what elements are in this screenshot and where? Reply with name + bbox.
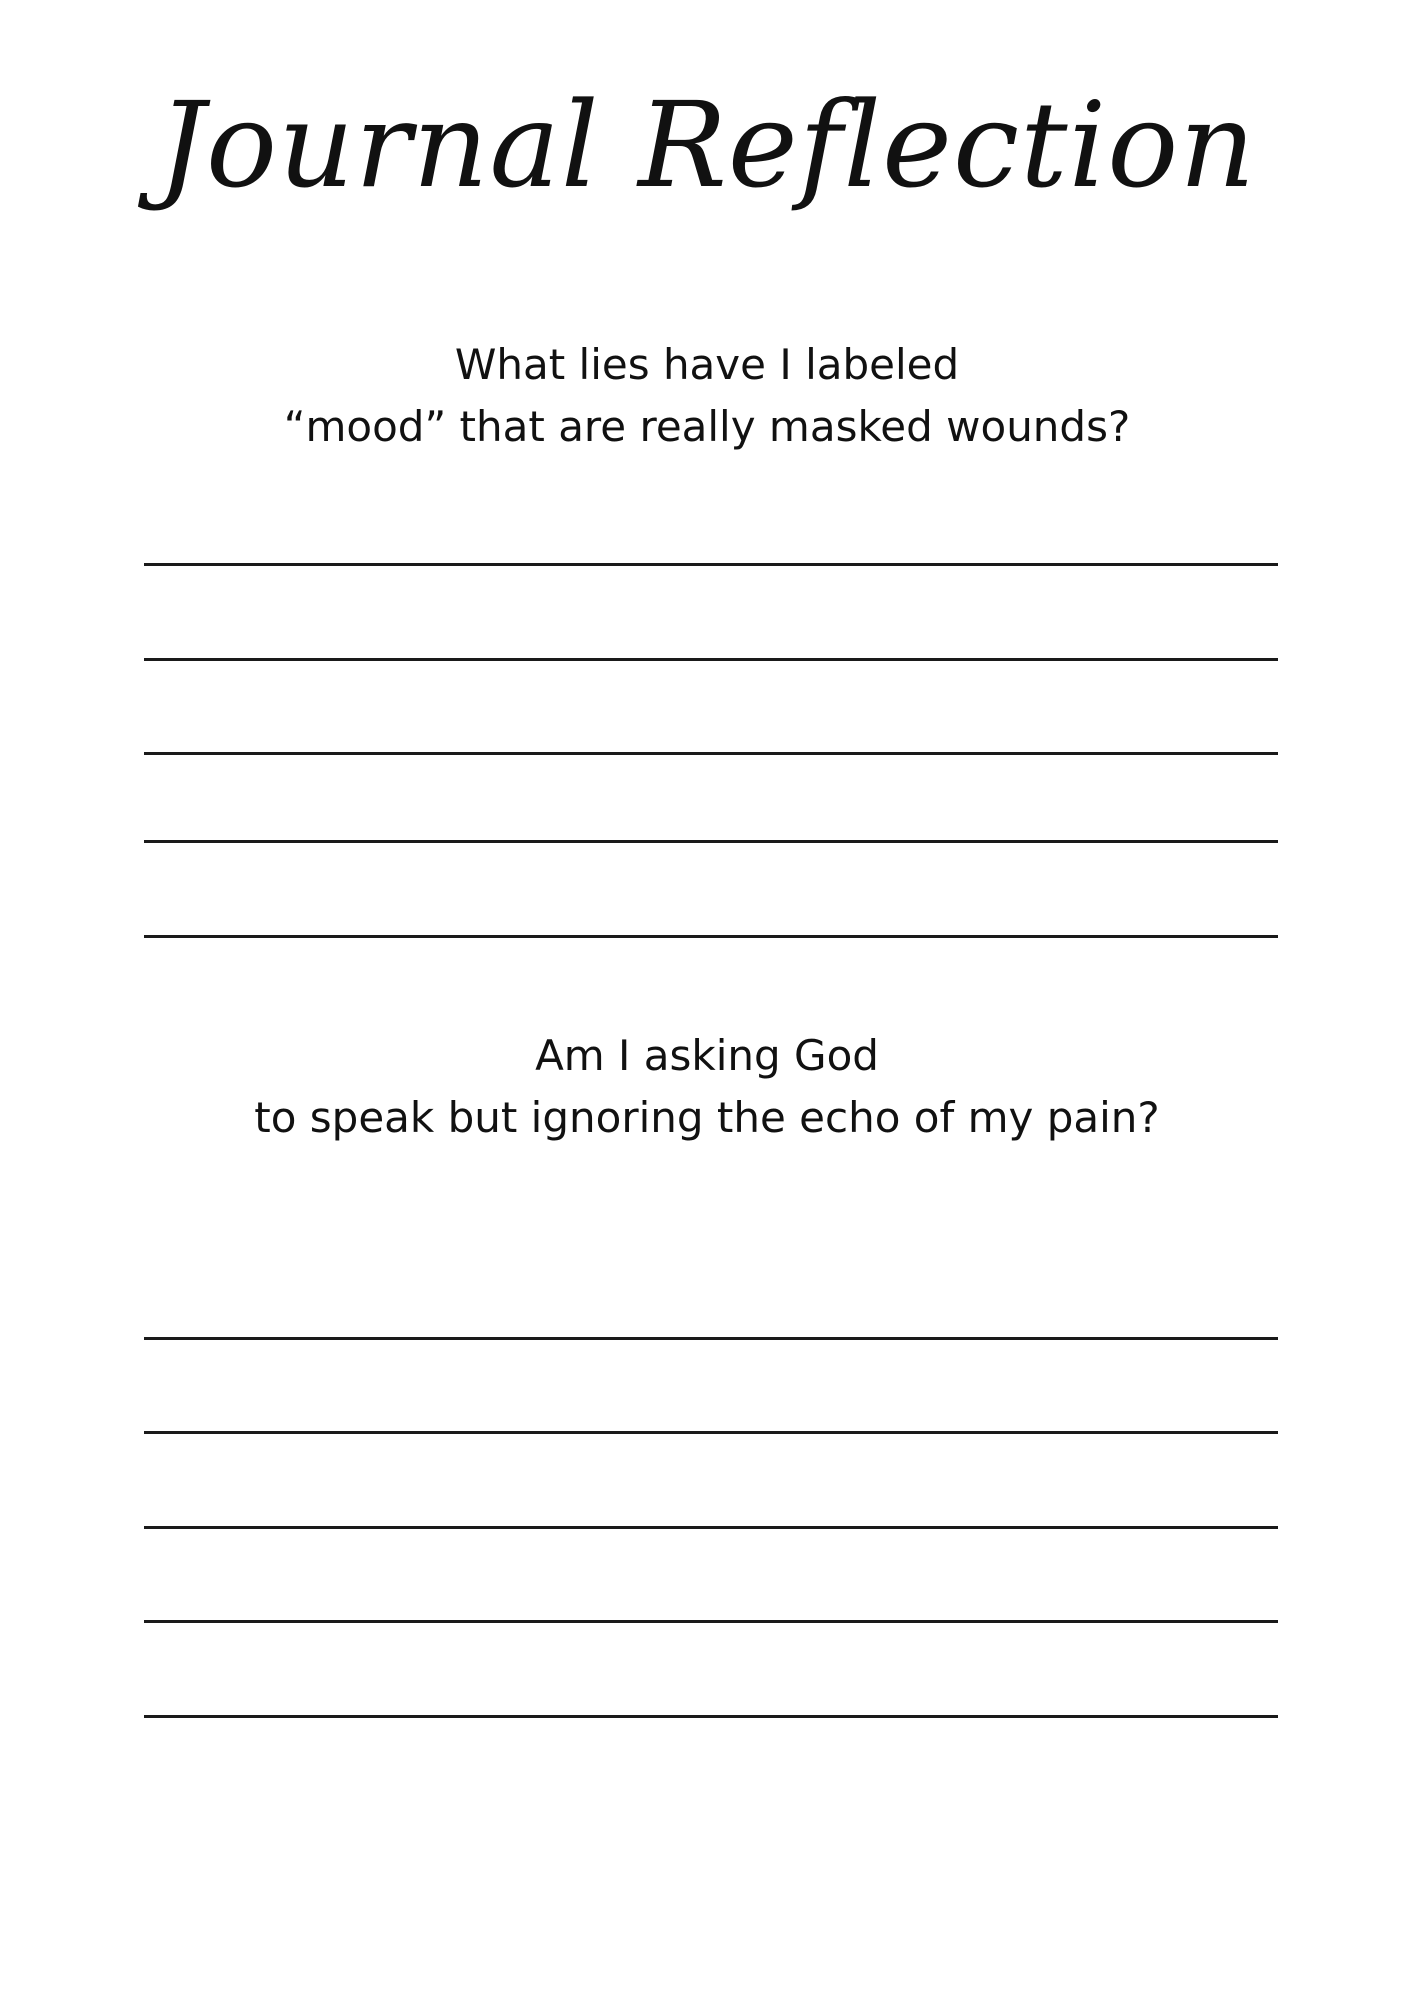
reflection-prompt-1 <box>0 334 1414 458</box>
writing-line[interactable] <box>144 1526 1278 1529</box>
writing-line[interactable] <box>144 840 1278 843</box>
writing-line[interactable] <box>144 1620 1278 1623</box>
prompt-2-line-1: Am I asking God <box>535 1031 879 1080</box>
reflection-prompt-2 <box>0 1025 1414 1149</box>
prompt-2-line-2: to speak but ignoring the echo of my pain? <box>254 1093 1160 1142</box>
writing-line[interactable] <box>144 1715 1278 1718</box>
writing-line[interactable] <box>144 752 1278 755</box>
writing-line[interactable] <box>144 1337 1278 1340</box>
prompt-1-line-1: What lies have I labeled <box>454 340 960 389</box>
prompt-1-line-2: “mood” that are really masked wounds? <box>283 402 1131 451</box>
writing-line[interactable] <box>144 658 1278 661</box>
writing-line[interactable] <box>144 1431 1278 1434</box>
page-title: Journal Reflection <box>157 76 1257 214</box>
writing-line[interactable] <box>144 563 1278 566</box>
writing-line[interactable] <box>144 935 1278 938</box>
